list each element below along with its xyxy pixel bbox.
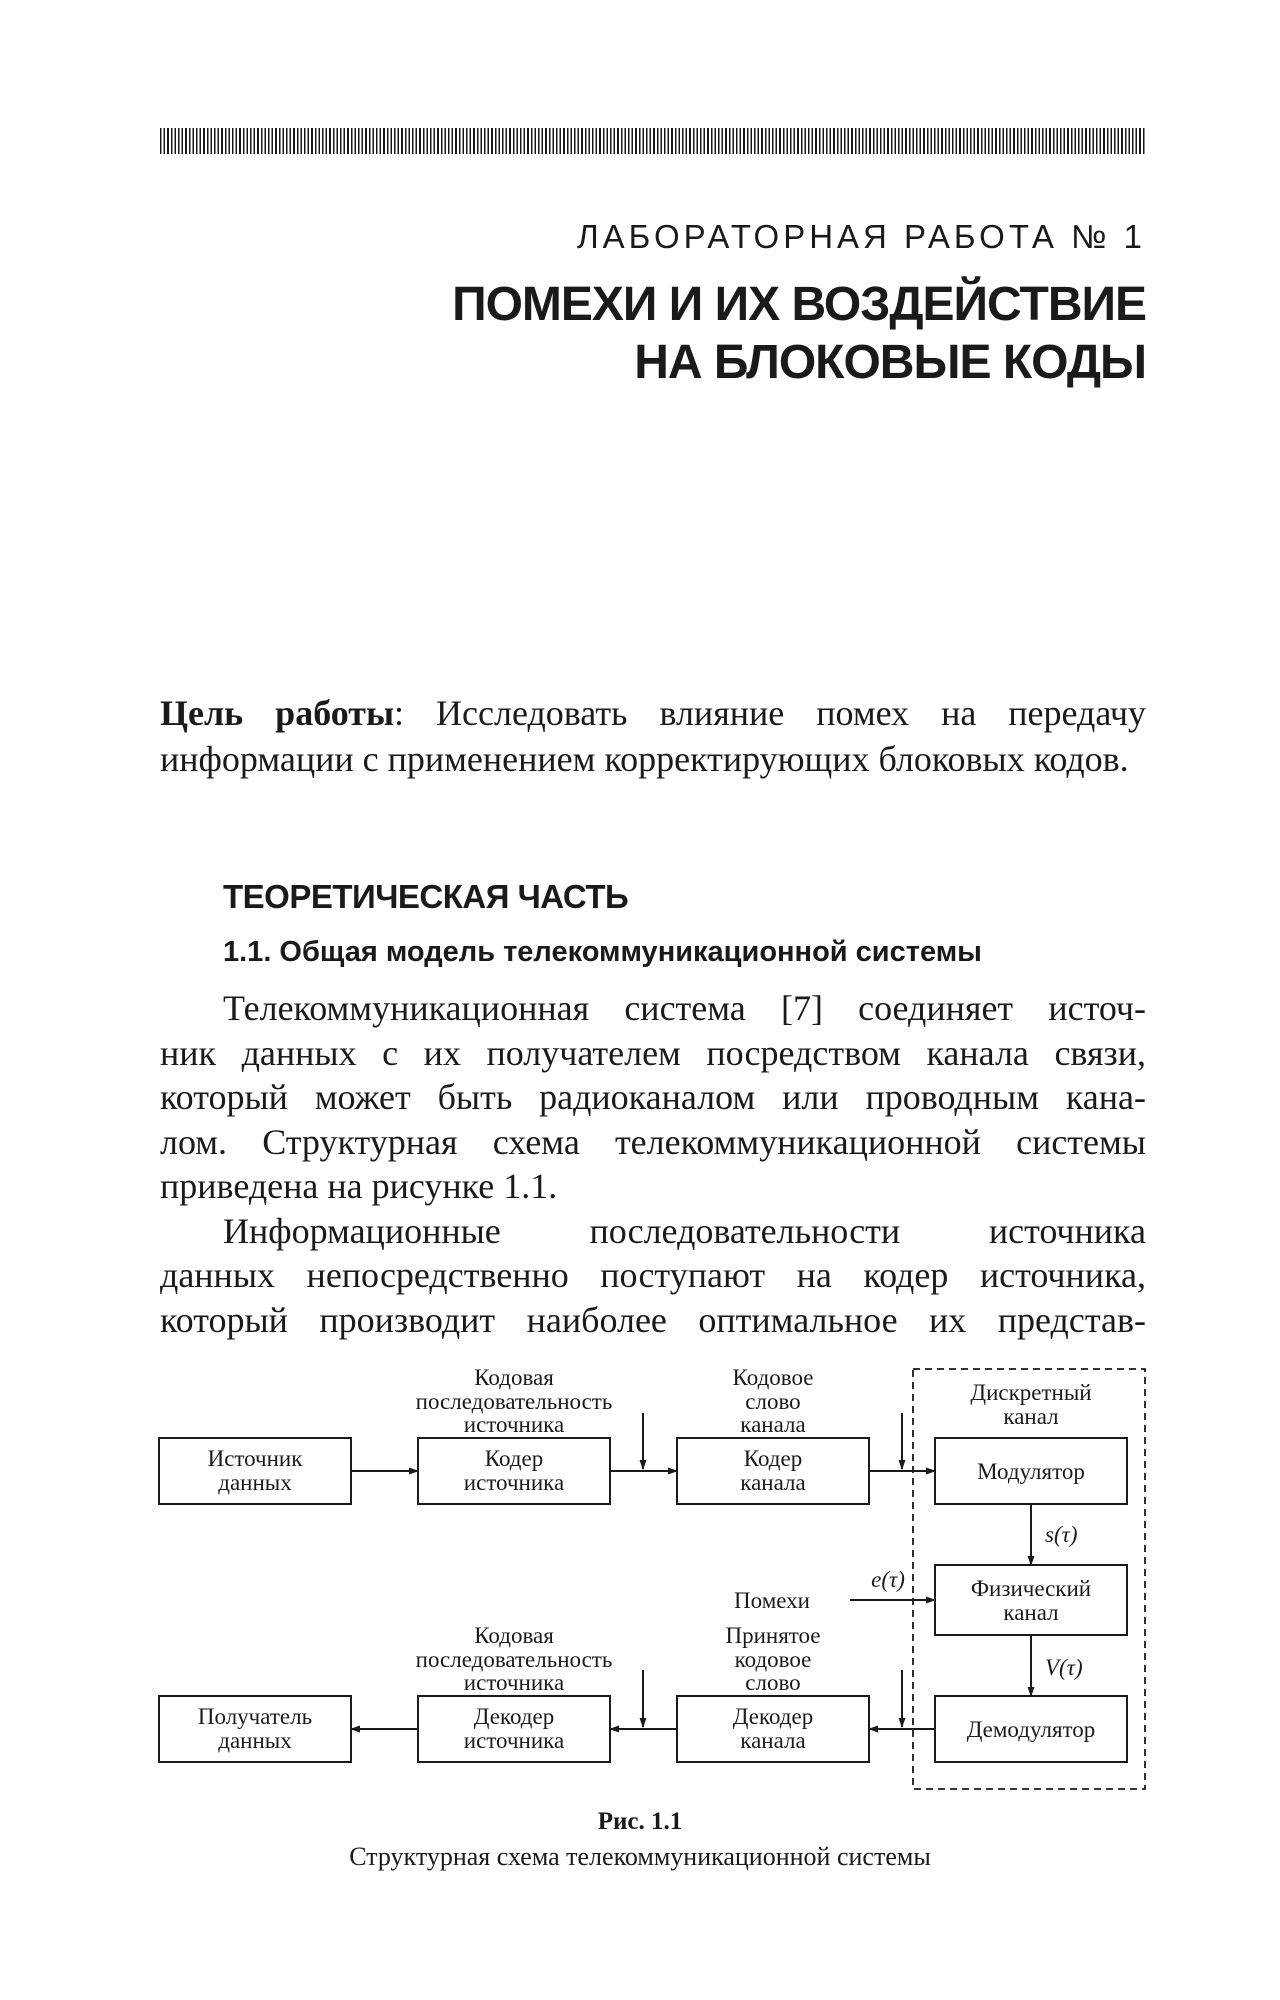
source-decoder-label: Декодер <box>473 1704 555 1729</box>
text-line: приведена на рисунке 1.1. <box>160 1166 558 1206</box>
channel-coder-label: канала <box>740 1470 806 1495</box>
receiver-label: Получатель <box>197 1704 313 1729</box>
source-label: Источник <box>207 1446 303 1471</box>
figure-caption-label: Рис. 1.1 <box>597 1808 683 1835</box>
source-label: данных <box>218 1470 292 1495</box>
text-line: ник данных с их получателем посредством канала связи, <box>160 1032 1146 1073</box>
goal-paragraph <box>160 690 1146 782</box>
noise-label: Помехи <box>734 1588 810 1613</box>
channel-coder-label: Кодер <box>743 1446 803 1471</box>
lab-title-line: НА БЛОКОВЫЕ КОДЫ <box>634 336 1146 389</box>
channel-word-annotation: Кодовое <box>732 1365 814 1390</box>
text-line: который может быть радиоканалом или проводным кана- <box>160 1077 1146 1117</box>
subsection-heading: 1.1. Общая модель телекоммуникационной системы <box>223 936 982 968</box>
lab-title-line: ПОМЕХИ И ИХ ВОЗДЕЙСТВИЕ <box>452 278 1146 331</box>
channel-word-annotation: слово <box>745 1389 801 1414</box>
header-rule <box>160 128 1146 154</box>
text-word: источника <box>988 1210 1146 1251</box>
text-line: Телекоммуникационная система [7] соединяет источ- <box>223 988 1146 1028</box>
source-code-annotation: источника <box>463 1670 565 1695</box>
receiver-label: данных <box>218 1728 292 1753</box>
physical-channel-label: Физический <box>970 1576 1092 1601</box>
lab-number: ЛАБОРАТОРНАЯ РАБОТА № 1 <box>577 218 1146 255</box>
text-line: который производит наиболее оптимальное их представ- <box>160 1299 1146 1340</box>
source-coder-label: Кодер <box>484 1446 544 1471</box>
block-diagram-svg <box>150 1355 1150 1825</box>
modulator-label: Модулятор <box>977 1459 1085 1484</box>
block-diagram <box>150 1355 1150 1825</box>
source-code-annotation: последовательность <box>415 1389 613 1414</box>
lab-title <box>452 276 1146 392</box>
channel-decoder-label: Декодер <box>732 1704 814 1729</box>
figure-caption-text: Структурная схема телекоммуникационной системы <box>349 1842 931 1871</box>
noise-signal-label: e(τ) <box>871 1567 905 1592</box>
source-decoder-label: источника <box>463 1728 565 1753</box>
text-line <box>160 1209 1146 1254</box>
text-word: последовательности <box>589 1210 901 1251</box>
goal-label: Цель работы <box>160 693 395 733</box>
signal-v-label: V(τ) <box>1045 1655 1083 1680</box>
source-coder-label: источника <box>463 1470 565 1495</box>
source-code-annotation: последовательность <box>415 1647 613 1672</box>
source-code-annotation: источника <box>463 1412 565 1437</box>
source-code-annotation: Кодовая <box>474 1365 554 1390</box>
body-text <box>160 986 1146 1342</box>
goal-text: : Исследовать влияние помех на передачу информации с применением корректирующих блоковых кодов. <box>160 693 1146 779</box>
demodulator-label: Демодулятор <box>966 1717 1096 1742</box>
text-line: данных непосредственно поступают на кодер источника, <box>160 1255 1146 1295</box>
text-line: лом. Структурная схема телекоммуникационной системы <box>160 1121 1146 1162</box>
channel-decoder-label: канала <box>740 1728 806 1753</box>
received-word-annotation: слово <box>745 1670 801 1695</box>
text-word: Информационные <box>223 1210 501 1251</box>
source-code-annotation: Кодовая <box>474 1623 554 1648</box>
received-word-annotation: кодовое <box>734 1647 812 1672</box>
signal-s-label: s(τ) <box>1045 1522 1078 1547</box>
section-heading: ТЕОРЕТИЧЕСКАЯ ЧАСТЬ <box>223 878 629 915</box>
channel-word-annotation: канала <box>740 1412 806 1437</box>
discrete-channel-label: канал <box>1003 1404 1059 1429</box>
physical-channel-label: канал <box>1003 1600 1059 1625</box>
received-word-annotation: Принятое <box>725 1623 821 1648</box>
discrete-channel-label: Дискретный <box>970 1380 1092 1405</box>
